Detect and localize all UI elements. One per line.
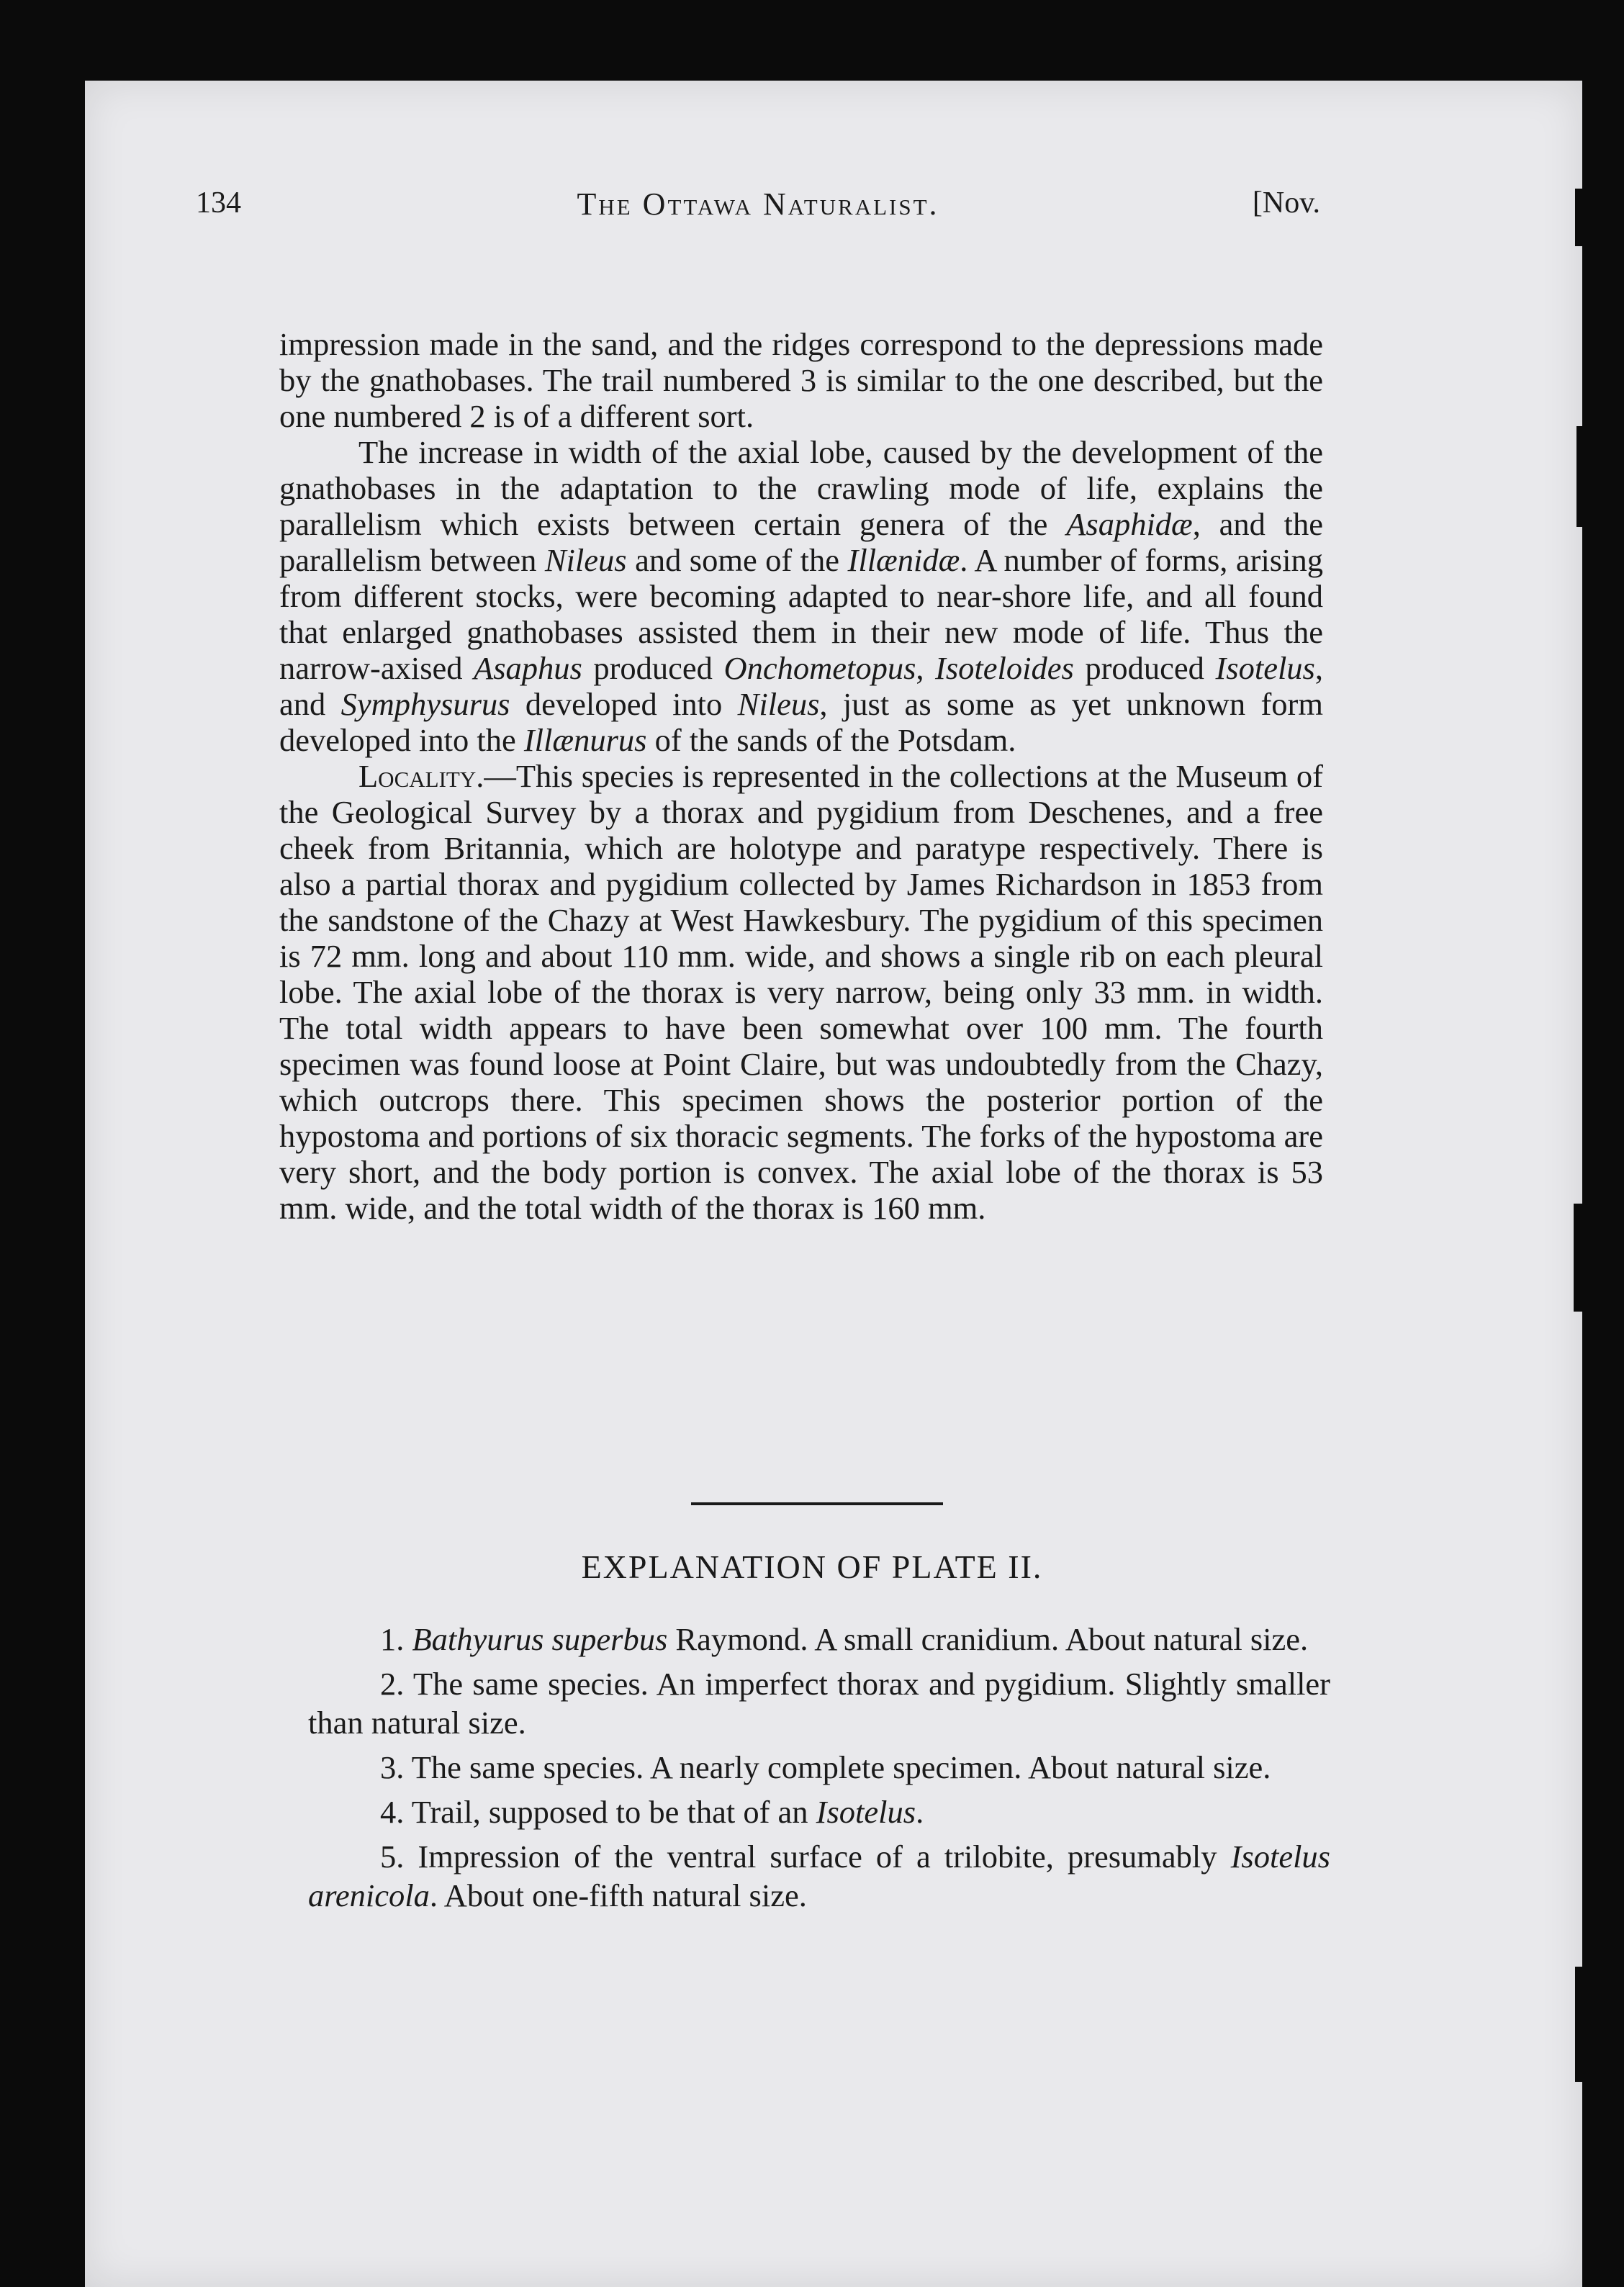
plate-item xyxy=(308,1792,1330,1831)
plate-item xyxy=(308,1620,1330,1659)
binding-mark xyxy=(1575,189,1585,246)
text-run: 1. xyxy=(380,1621,412,1657)
text-run: The increase in width of the axial lobe, caused by the development of the gnathobases in the adaptation to the crawling mode of life, explains the parallelism which exists between certain genera of the xyxy=(279,434,1323,542)
text-run: 4. Trail, supposed to be that of an xyxy=(380,1794,816,1830)
plate-item xyxy=(308,1837,1330,1915)
plate-item xyxy=(308,1748,1330,1787)
text-run: . About one-fifth natural size. xyxy=(429,1877,807,1913)
text-run: —This species is represented in the collections at the Museum of the Geological Survey by a thorax and pygidium from Deschenes, and a free cheek from Britannia, which are holotype and paratype respectively. There is also a partial thorax and pygidium collected by James Richardson in 1853 from the sandstone of the Chazy at West Hawkesbury. The pygidium of this specimen is 72 mm. long and about 110 mm. wide, and shows a single rib on each pleural lobe. The axial lobe of the thorax is very narrow, being only 33 mm. in width. The total width appears to have been somewhat over 100 mm. The fourth specimen was found loose at Point Claire, but was undoubtedly from the Chazy, which outcrops there. This specimen shows the posterior portion of the hypostoma and portions of six thoracic segments. The forks of the hypostoma are very short, and the body portion is convex. The axial lobe of the thorax is 53 mm. wide, and the total width of the thorax is 160 mm. xyxy=(279,758,1323,1226)
italic-run: Asaphus xyxy=(474,650,582,686)
binding-mark xyxy=(1574,1204,1584,1312)
text-run: , just as some as yet unknown form developed into the xyxy=(279,686,1323,758)
italic-run: Nileus xyxy=(737,686,820,722)
text-run: impression made in the sand, and the ridges correspond to the depressions made by the gnathobases. The trail numbered 3 is similar to the one described, but the one numbered 2 is of a different sort. xyxy=(279,326,1323,434)
plate-heading: EXPLANATION OF PLATE II. xyxy=(581,1548,1043,1585)
text-run: developed into xyxy=(510,686,738,722)
text-run: , xyxy=(916,650,936,686)
text-run: Raymond. A small cranidium. About natural size. xyxy=(667,1621,1309,1657)
italic-run: Bathyurus superbus xyxy=(412,1621,668,1657)
journal-title: The Ottawa Naturalist. xyxy=(577,186,939,222)
italic-run: Symphysurus xyxy=(340,686,510,722)
plate-item xyxy=(308,1664,1330,1742)
running-header xyxy=(196,186,1320,243)
italic-run: Isotelus arenicola xyxy=(308,1839,1330,1913)
section-divider xyxy=(691,1502,943,1505)
text-run: . xyxy=(916,1794,924,1830)
italic-run: Isotelus xyxy=(1215,650,1315,686)
paragraph xyxy=(279,326,1323,434)
issue-month: [Nov. xyxy=(1252,186,1320,220)
plate-explanation-list xyxy=(308,1620,1330,1921)
text-run: , and xyxy=(279,650,1323,722)
binding-mark xyxy=(1576,426,1584,527)
article-body xyxy=(279,326,1323,1226)
italic-run: Isoteloides xyxy=(935,650,1074,686)
italic-run: Illænurus xyxy=(523,722,647,758)
italic-run: Isotelus xyxy=(816,1794,916,1830)
italic-run: Onchometopus xyxy=(723,650,916,686)
italic-run: Asaphidæ xyxy=(1066,506,1193,542)
text-run: Locality. xyxy=(358,758,484,794)
text-run: 2. The same species. An imperfect thorax and pygidium. Slightly smaller than natural size. xyxy=(308,1666,1330,1741)
text-run: , and the parallelism between xyxy=(279,506,1323,578)
text-run: of the sands of the Potsdam. xyxy=(646,722,1016,758)
text-run: . A number of forms, arising from different stocks, were becoming adapted to near-shore life, and all found that enlarged gnathobases assisted them in their new mode of life. Thus the narrow-axised xyxy=(279,542,1323,686)
paragraph xyxy=(279,434,1323,758)
page-number: 134 xyxy=(196,186,241,220)
text-run: and some of the xyxy=(626,542,848,578)
italic-run: Nileus xyxy=(544,542,627,578)
text-run: produced xyxy=(1073,650,1216,686)
italic-run: Illænidæ xyxy=(847,542,960,578)
binding-mark xyxy=(1575,1967,1584,2082)
paragraph xyxy=(279,758,1323,1226)
text-run: 3. The same species. A nearly complete specimen. About natural size. xyxy=(380,1749,1271,1785)
text-run: 5. Impression of the ventral surface of a trilobite, presumably xyxy=(380,1839,1231,1875)
text-run: produced xyxy=(582,650,724,686)
